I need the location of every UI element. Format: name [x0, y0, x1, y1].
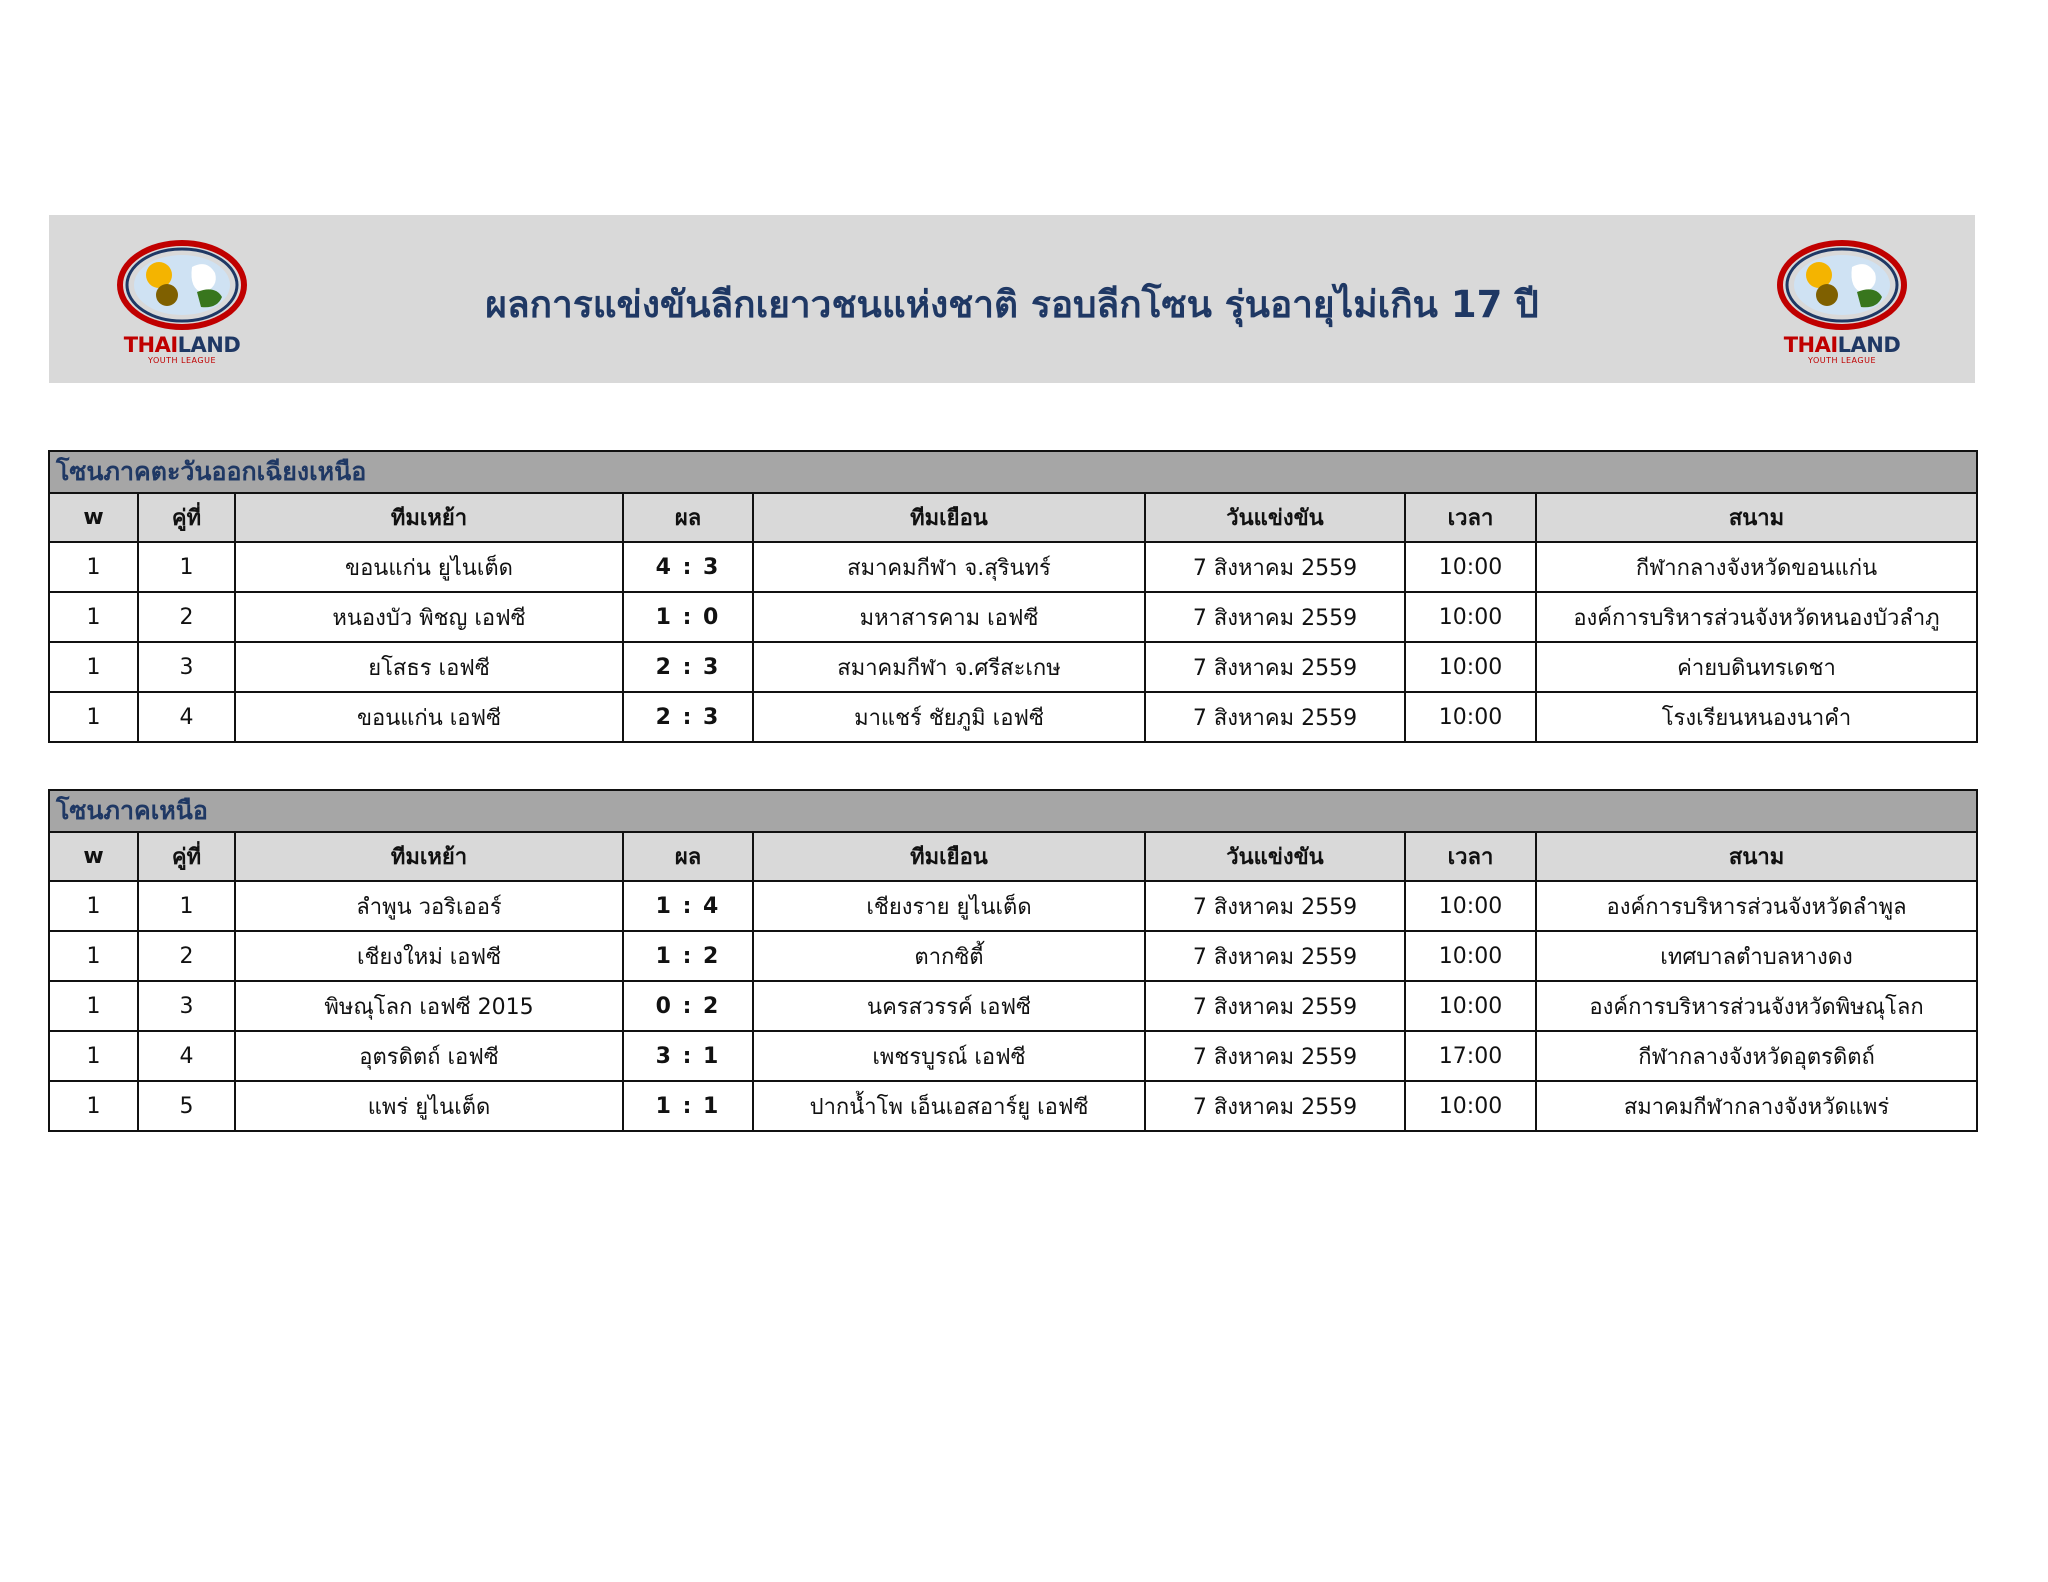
- table-cell: 5: [138, 1081, 235, 1131]
- table-cell: โรงเรียนหนองนาคำ: [1536, 692, 1977, 742]
- table-cell: 10:00: [1405, 542, 1536, 592]
- table-cell: องค์การบริหารส่วนจังหวัดหนองบัวลำภู: [1536, 592, 1977, 642]
- table-cell: กีฬากลางจังหวัดขอนแก่น: [1536, 542, 1977, 592]
- column-header: วันแข่งขัน: [1145, 493, 1405, 542]
- table-cell: ตากซิตี้: [753, 931, 1145, 981]
- column-header: ทีมเหย้า: [235, 493, 623, 542]
- table-cell: 3: [138, 642, 235, 692]
- table-cell: 7 สิงหาคม 2559: [1145, 542, 1405, 592]
- table-cell: ลำพูน วอริเออร์: [235, 881, 623, 931]
- column-header: สนาม: [1536, 493, 1977, 542]
- table-cell: 1: [49, 592, 138, 642]
- table-cell: 1: [49, 642, 138, 692]
- score-cell: 4 : 3: [623, 542, 753, 592]
- score-cell: 3 : 1: [623, 1031, 753, 1081]
- header-banner: [49, 215, 1975, 383]
- score-cell: 0 : 2: [623, 981, 753, 1031]
- table-cell: เพชรบูรณ์ เอฟซี: [753, 1031, 1145, 1081]
- score-cell: 1 : 1: [623, 1081, 753, 1131]
- table-cell: นครสวรรค์ เอฟซี: [753, 981, 1145, 1031]
- logo-wordmark: THAILAND: [123, 333, 241, 357]
- table-cell: 10:00: [1405, 642, 1536, 692]
- table-cell: มาแชร์ ชัยภูมิ เอฟซี: [753, 692, 1145, 742]
- column-header: ทีมเยือน: [753, 493, 1145, 542]
- column-header: เวลา: [1405, 832, 1536, 881]
- table-cell: กีฬากลางจังหวัดอุตรดิตถ์: [1536, 1031, 1977, 1081]
- table-cell: พิษณุโลก เอฟซี 2015: [235, 981, 623, 1031]
- results-table: [48, 450, 1978, 743]
- table-cell: 10:00: [1405, 692, 1536, 742]
- table-cell: 1: [49, 881, 138, 931]
- table-row: [49, 542, 1977, 592]
- table-cell: 1: [138, 542, 235, 592]
- table-cell: แพร่ ยูไนเต็ด: [235, 1081, 623, 1131]
- table-cell: 4: [138, 692, 235, 742]
- table-cell: 2: [138, 931, 235, 981]
- table-cell: สมาคมกีฬากลางจังหวัดแพร่: [1536, 1081, 1977, 1131]
- table-cell: 7 สิงหาคม 2559: [1145, 1031, 1405, 1081]
- table-row: [49, 1081, 1977, 1131]
- table-cell: ปากน้ำโพ เอ็นเอสอาร์ยู เอฟซี: [753, 1081, 1145, 1131]
- table-cell: 10:00: [1405, 931, 1536, 981]
- table-cell: 10:00: [1405, 881, 1536, 931]
- table-row: [49, 692, 1977, 742]
- logo-subtitle: YOUTH LEAGUE: [1808, 356, 1876, 365]
- table-cell: 1: [49, 542, 138, 592]
- table-cell: สมาคมกีฬา จ.ศรีสะเกษ: [753, 642, 1145, 692]
- column-header: w: [49, 493, 138, 542]
- score-cell: 1 : 2: [623, 931, 753, 981]
- column-header: วันแข่งขัน: [1145, 832, 1405, 881]
- table-cell: สมาคมกีฬา จ.สุรินทร์: [753, 542, 1145, 592]
- table-cell: 1: [49, 1081, 138, 1131]
- table-cell: 7 สิงหาคม 2559: [1145, 981, 1405, 1031]
- table-cell: 7 สิงหาคม 2559: [1145, 592, 1405, 642]
- zone-title: โซนภาคเหนือ: [49, 790, 1977, 832]
- table-cell: ขอนแก่น เอฟซี: [235, 692, 623, 742]
- results-table: [48, 789, 1978, 1132]
- column-header: สนาม: [1536, 832, 1977, 881]
- table-cell: 1: [49, 1031, 138, 1081]
- zone-header-row: [49, 451, 1977, 493]
- table-cell: 1: [49, 981, 138, 1031]
- table-cell: ค่ายบดินทรเดชา: [1536, 642, 1977, 692]
- table-cell: ยโสธร เอฟซี: [235, 642, 623, 692]
- table-cell: เทศบาลตำบลหางดง: [1536, 931, 1977, 981]
- table-cell: หนองบัว พิชญ เอฟซี: [235, 592, 623, 642]
- table-row: [49, 881, 1977, 931]
- column-header: คู่ที่: [138, 493, 235, 542]
- score-cell: 1 : 4: [623, 881, 753, 931]
- table-row: [49, 981, 1977, 1031]
- table-cell: 7 สิงหาคม 2559: [1145, 881, 1405, 931]
- table-cell: 10:00: [1405, 981, 1536, 1031]
- table-cell: 3: [138, 981, 235, 1031]
- zone-header-row: [49, 790, 1977, 832]
- table-row: [49, 642, 1977, 692]
- table-cell: อุตรดิตถ์ เอฟซี: [235, 1031, 623, 1081]
- table-cell: 7 สิงหาคม 2559: [1145, 692, 1405, 742]
- column-header: คู่ที่: [138, 832, 235, 881]
- table-cell: มหาสารคาม เอฟซี: [753, 592, 1145, 642]
- table-cell: 4: [138, 1031, 235, 1081]
- column-header: w: [49, 832, 138, 881]
- page-title: ผลการแข่งขันลีกเยาวชนแห่งชาติ รอบลีกโซน รุ่นอายุไม่เกิน 17 ปี: [485, 283, 1539, 326]
- thailand-youth-league-logo: [1767, 237, 1917, 365]
- column-header: ทีมเยือน: [753, 832, 1145, 881]
- table-cell: 1: [49, 931, 138, 981]
- table-row: [49, 592, 1977, 642]
- table-cell: 10:00: [1405, 1081, 1536, 1131]
- score-cell: 1 : 0: [623, 592, 753, 642]
- column-header-row: [49, 493, 1977, 542]
- logo-subtitle: YOUTH LEAGUE: [148, 356, 216, 365]
- table-cell: 7 สิงหาคม 2559: [1145, 642, 1405, 692]
- table-row: [49, 1031, 1977, 1081]
- table-cell: 7 สิงหาคม 2559: [1145, 1081, 1405, 1131]
- zone-table-northeast: [48, 450, 1976, 743]
- column-header-row: [49, 832, 1977, 881]
- table-cell: 17:00: [1405, 1031, 1536, 1081]
- table-cell: เชียงราย ยูไนเต็ด: [753, 881, 1145, 931]
- league-emblem-icon: [1767, 237, 1917, 337]
- zone-table-north: [48, 789, 1976, 1132]
- score-cell: 2 : 3: [623, 692, 753, 742]
- column-header: ผล: [623, 832, 753, 881]
- table-cell: 1: [49, 692, 138, 742]
- column-header: ผล: [623, 493, 753, 542]
- column-header: เวลา: [1405, 493, 1536, 542]
- table-cell: ขอนแก่น ยูไนเต็ด: [235, 542, 623, 592]
- table-row: [49, 931, 1977, 981]
- table-cell: องค์การบริหารส่วนจังหวัดลำพูล: [1536, 881, 1977, 931]
- logo-wordmark: THAILAND: [1783, 333, 1901, 357]
- zone-title: โซนภาคตะวันออกเฉียงเหนือ: [49, 451, 1977, 493]
- table-cell: เชียงใหม่ เอฟซี: [235, 931, 623, 981]
- table-cell: 2: [138, 592, 235, 642]
- table-cell: 10:00: [1405, 592, 1536, 642]
- table-cell: 7 สิงหาคม 2559: [1145, 931, 1405, 981]
- column-header: ทีมเหย้า: [235, 832, 623, 881]
- score-cell: 2 : 3: [623, 642, 753, 692]
- table-cell: องค์การบริหารส่วนจังหวัดพิษณุโลก: [1536, 981, 1977, 1031]
- table-cell: 1: [138, 881, 235, 931]
